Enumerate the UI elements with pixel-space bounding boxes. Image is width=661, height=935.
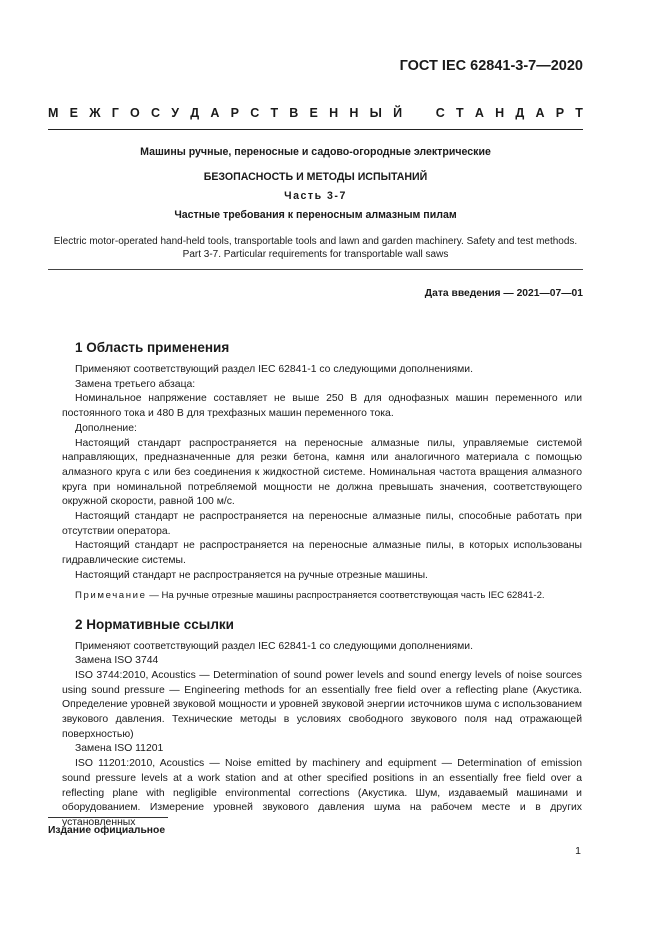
heading-letter: Т	[455, 106, 464, 120]
heading-letter: С	[435, 106, 445, 120]
heading-letter: Н	[329, 106, 339, 120]
title-line-2: БЕЗОПАСНОСТЬ И МЕТОДЫ ИСПЫТАНИЙ	[203, 171, 428, 183]
interstate-standard-heading	[48, 106, 583, 120]
paragraph: ISO 3744:2010, Acoustics — Determination of sound power levels and sound energy levels of noise sources using sound pressure — Engineering methods for an essentially free field over a reflecting plane (Акустика. Определение уровней звуковой мощности и уровней звуковой энергии источников шума с использованием звукового давления. Технические методы в условиях свободного звукового поля над отражающей поверхностью)	[62, 669, 582, 740]
footer-rule	[48, 817, 168, 818]
heading-letter: А	[474, 106, 484, 120]
heading-letter: Е	[69, 106, 78, 120]
heading-letter: Н	[349, 106, 359, 120]
heading-letter: Т	[270, 106, 279, 120]
paragraph: Применяют соответствующий раздел IEC 62841-1 со следующими дополнениями.	[75, 364, 473, 375]
paragraph: Замена ISO 11201	[75, 743, 164, 755]
heading-letter: Е	[309, 106, 318, 120]
edition-label: Издание официальное	[48, 825, 166, 836]
paragraph: Дополнение:	[75, 422, 137, 434]
paragraph: Настоящий стандарт не распространяется на ручные отрезные машины.	[75, 569, 428, 581]
heading-letter: У	[171, 106, 180, 120]
heading-letter: Д	[515, 106, 525, 120]
paragraph: Настоящий стандарт распространяется на переносные алмазные пилы, управляемые системой направляющих, предназначенные для резки бетона, камня или аналогичного материала с помощью алмазного круга с или без соединения к жидкостной системе. Номинальная частота вращения алмазного круга при номинальной потребляемой мощности не должна превышать значения, соответствующего окружной скорости, равной 100 м/с.	[62, 437, 582, 508]
heading-letter: С	[250, 106, 260, 120]
heading-letter: М	[48, 106, 59, 120]
heading-letter: Г	[111, 106, 119, 120]
heading-letter: Ж	[89, 106, 101, 120]
title-particular: Частные требования к переносным алмазным пилам	[174, 209, 457, 221]
heading-letter: Н	[495, 106, 505, 120]
heading-letter: Т	[575, 106, 583, 120]
heading-letter: Р	[555, 106, 565, 120]
middle-rule	[48, 269, 583, 270]
section-2-heading: 2 Нормативные ссылки	[75, 616, 234, 632]
note-text: — На ручные отрезные машины распространяется соответствующая часть IEC 62841-2.	[146, 589, 545, 601]
page-number: 1	[575, 845, 581, 857]
heading-letter: Р	[230, 106, 239, 120]
section-1-heading: 1 Область применения	[75, 340, 230, 355]
paragraph: Замена третьего абзаца:	[75, 378, 196, 390]
heading-letter: А	[210, 106, 220, 120]
heading-letter: В	[289, 106, 299, 120]
paragraph: Применяют соответствующий раздел IEC 62841-1 со следующими дополнениями.	[75, 640, 473, 652]
note	[62, 589, 582, 603]
standard-number: ГОСТ IEC 62841-3-7—2020	[399, 58, 583, 74]
heading-letter: А	[535, 106, 545, 120]
title-line-1: Машины ручные, переносные и садово-огородные электрические	[140, 146, 491, 158]
paragraph: Замена ISO 3744	[75, 655, 159, 667]
paragraph: Настоящий стандарт не распространяется на переносные алмазные пилы, в которых использованы гидравлические системы.	[62, 540, 582, 567]
heading-letter: Й	[393, 106, 403, 120]
document-body	[62, 340, 582, 831]
title-english: Electric motor-operated hand-held tools, transportable tools and lawn and garden machinery. Safety and test methods. Part 3-7. Particular requirements for transportable wall saws	[53, 236, 578, 260]
heading-letter: О	[130, 106, 140, 120]
heading-letter: Ы	[369, 106, 382, 120]
title-part: Часть 3-7	[284, 190, 347, 202]
introduction-date: Дата введения — 2021—07—01	[424, 288, 583, 299]
note-label: Примечание	[75, 589, 147, 601]
paragraph: ISO 11201:2010, Acoustics — Noise emitted by machinery and equipment — Determination of emission sound pressure levels at a work station and at other specified positions in an essentially free field over a reflecting plane with negligible environmental corrections (Акустика. Шум, издаваемый машинами и оборудованием. Измерение уровней звукового давления шума на рабочем месте и в других установленных	[62, 758, 582, 828]
top-rule	[48, 129, 583, 130]
heading-letter: С	[151, 106, 161, 120]
paragraph: Настоящий стандарт не распространяется на переносные алмазные пилы, способные работать при отсутствии оператора.	[62, 511, 582, 537]
paragraph: Номинальное напряжение составляет не выше 250 В для однофазных машин переменного или постоянного тока и 480 В для трехфазных машин переменного тока.	[62, 393, 582, 420]
heading-letter: Д	[190, 106, 200, 120]
